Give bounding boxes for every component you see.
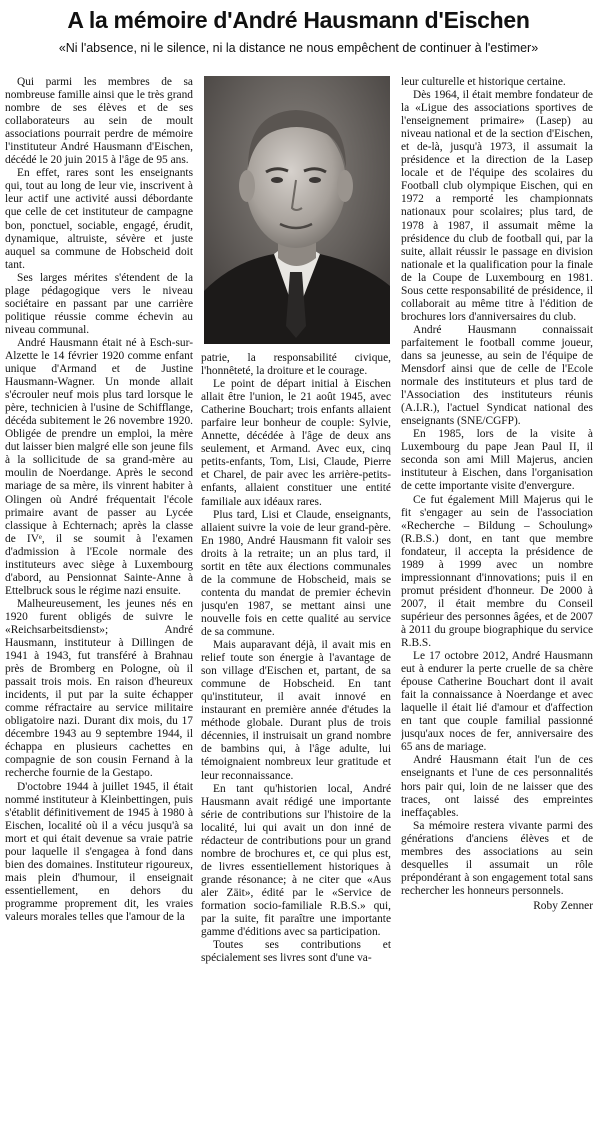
- article-subtitle: «Ni l'absence, ni le silence, ni la distance ne nous empêchent de continuer à l'estimer»: [58, 41, 539, 55]
- portrait-illustration: [204, 76, 390, 344]
- paragraph: Malheureusement, les jeunes nés en 1920 furent obligés de suivre le «Reichsarbeitsdienst»; André Hausmann, instituteur à Dillingen de 1941 à 1943, fut transféré à Brahnau près de Bromberg en Pologne, où il passait trois mois. En raison d'heureux incidents, il put par la suite échapper comme réfractaire au service militaire obligatoire nazi. Durant dix mois, du 17 décembre 1943 au 9 septembre 1944, il échappa en plusieurs cachettes en compagnie de son cousin Fernand à la recherche fournie de la Gestapo.: [5, 597, 193, 780]
- portrait-photo: [204, 76, 390, 344]
- paragraph: André Hausmann était né à Esch-sur-Alzette le 14 février 1920 comme enfant unique d'Armand et de Justine Hausmann-Wagner. Un monde allait s'écrouler neuf mois plus tard lorsque le père, technicien à l'usine de Schifflange, décéda subitement le 26 novembre 1920. Obligée de prendre un emploi, la mère dut laisser bien malgré elle son jeune fils à la sollicitude de sa grand-mère au moulin de Noerdange. Après le second mariage de sa mère, ils vinrent habiter à Olingen où André fréquentait l'école primaire avant de passer au Lycée classique à Echternach; après la classe de IVᵉ, il se soumit à l'examen d'admission à l'Ecole normale des instituteurs avec siège à Luxembourg d'abord, au Pensionnat Sainte-Anne à Ettelbruck sous le régime nazi ensuite.: [5, 336, 193, 597]
- paragraph: En tant qu'historien local, André Hausmann avait rédigé une importante série de contributions sur l'histoire de la localité, lui qui avait un don inné de rédacteur de contributions pour un grand nombre de brochures et, ce qui plus est, de livres essentiellement historiques à grande résonance; à ne citer que «Aus aler Zäit», édité par le «Service de formation socio-familiale R.B.S.» qui, par la suite, fit paraître une importante gamme d'éditions avec sa participation.: [201, 782, 391, 939]
- paragraph: Le 17 octobre 2012, André Hausmann eut à endurer la perte cruelle de sa chère épouse Catherine Bouchart dont il avait fait la connaissance à Noerdange et avec laquelle il était lié d'amour et d'affection en tant que couple familial passionné jusqu'aux noces de fer, anniversaire des 65 ans de mariage.: [401, 650, 593, 754]
- paragraph: Toutes ses contributions et spécialement ses livres sont d'une va-: [201, 939, 391, 965]
- paragraph: Dès 1964, il était membre fondateur de la «Ligue des associations sportives de l'enseignement primaire» (Lasep) au niveau national et de la section d'Eischen, et de-là, jusqu'à 1973, il assumait la présidence et la direction de la Lasep locale et de l'équipe des scolaires du Football club olympique Eischen, qui en 1972 a remporté les championnats nationaux pour scolaires; plus tard, de 1978 à 1987, il assumait même la présidence du club de football qui, par la suite, allait réussir le passage en division nationale et la qualification pour la finale de la Coupe de Luxembourg en 1981. Sous cette responsabilité de présidence, il collaborait au même titre à l'édition de brochures lors d'anniversaires du club.: [401, 89, 593, 323]
- article-column-1: [5, 76, 193, 1144]
- paragraph: Plus tard, Lisi et Claude, enseignants, allaient suivre la voie de leur grand-père. En 1980, André Hausmann fit valoir ses droits à la retraite; un an plus tard, il sortit en tête aux élections communales de la commune de Hobscheid, mais se contenta du mandat de premier échevin jusqu'en 1987, se mettant ainsi une nouvelle fois en cette qualité au service de sa commune.: [201, 508, 391, 638]
- paragraph: Le point de départ initial à Eischen allait être l'union, le 21 août 1945, avec Catherine Bouchart; trois enfants allaient parfaire leur bonheur de couple: Sylvie, Annette, décédée à l'âge de deux ans seulement, et Armand. Avec eux, cinq petits-enfants, Tom, Lisi, Claude, Pierre et Charel, de pair avec les arrière-petits-enfants, allaient constituer une entité familiale aux idéaux rares.: [201, 378, 391, 508]
- paragraph: D'octobre 1944 à juillet 1945, il était nommé instituteur à Kleinbettingen, puis s'établit définitivement de 1945 à 1980 à Eischen, localité où il a vécu jusqu'à sa mort et qui était devenue sa vraie patrie pour laquelle il s'engagea à fond dans bien des domaines. Instituteur rigoureux, mais plein d'humour, il enseignait essentiellement, en dehors du programme proprement dit, les vraies valeurs morales telles que l'amour de la: [5, 780, 193, 923]
- paragraph: leur culturelle et historique certaine.: [401, 76, 566, 88]
- paragraph: Ses larges mérites s'étendent de la plage pédagogique vers le niveau sociétaire en passant par une carrière politique réussie comme échevin au niveau communal.: [5, 271, 193, 336]
- article-column-3: [401, 76, 593, 1144]
- article-title: A la mémoire d'André Hausmann d'Eischen: [67, 7, 530, 33]
- paragraph: Sa mémoire restera vivante parmi des générations d'anciens élèves et de membres des associations au sein desquelles il assumait un rôle prépondérant à son engagement total sans rechercher les honneurs personnels.: [401, 819, 593, 897]
- paragraph: Qui parmi les membres de sa nombreuse famille ainsi que le très grand nombre de ses élèves et de ses collaborateurs au sein de moult associations pourrait perdre de mémoire l'instituteur André Hausmann d'Eischen, décédé le 20 juin 2015 à l'âge de 95 ans.: [5, 76, 193, 167]
- paragraph: En effet, rares sont les enseignants qui, tout au long de leur vie, inscrivent à leur actif une activité aussi débordante que celle de cet instituteur de campagne bon, ponctuel, sociable, engagé, érudit, dynamique, altruiste, sévère et juste auquel sa commune de Hobscheid doit tant.: [5, 167, 193, 271]
- paragraph: André Hausmann était l'un de ces enseignants et l'une de ces personnalités hors pair qui, loin de ne laisser que des traces, ont laissé des empreintes ineffaçables.: [401, 754, 593, 819]
- author-signature: Roby Zenner: [533, 899, 593, 912]
- paragraph: patrie, la responsabilité civique, l'honnêteté, la droiture et le courage.: [201, 352, 391, 378]
- paragraph: André Hausmann connaissait parfaitement le football comme joueur, dans sa jeunesse, au sein de l'équipe de Mensdorf ainsi que de celle de l'Ecole normale des instituteurs et plus tard de l'Association des instituteurs réunis (A.I.R.), l'actuel Syndicat national des enseignants (SNE/CGFP).: [401, 323, 593, 428]
- article-column-2: [201, 352, 391, 1144]
- paragraph: Ce fut également Mill Majerus qui le fit s'engager au sein de l'association «Recherche – Bildung – Schoulung» (R.B.S.) dont, en tant que membre fondateur, il accepta la présidence de 1989 à 1999 avec un nombre impressionnant d'innovations; puis il en promut président d'honneur. De 2000 à 2007, il était membre du Conseil supérieur des personnes âgées, et de 2007 à 2011 du groupe biographique du service R.B.S.: [401, 493, 593, 650]
- paragraph: Mais auparavant déjà, il avait mis en relief toute son énergie à l'avantage de son village d'Eischen et, partant, de sa commune de Hobscheid. En tant qu'instituteur, il avait innové en instaurant en première année d'études la méthode globale. Durant plus de trois décennies, il instruisait un grand nombre de bambins qui, à l'âge adulte, lui témoignaient nombreux leur gratitude et leur reconnaissance.: [201, 639, 391, 782]
- paragraph: En 1985, lors de la visite à Luxembourg du pape Jean Paul II, il seconda son ami Mill Majerus, ancien instituteur à Eischen, dans l'organisation de cette importante visite d'envergure.: [401, 428, 593, 493]
